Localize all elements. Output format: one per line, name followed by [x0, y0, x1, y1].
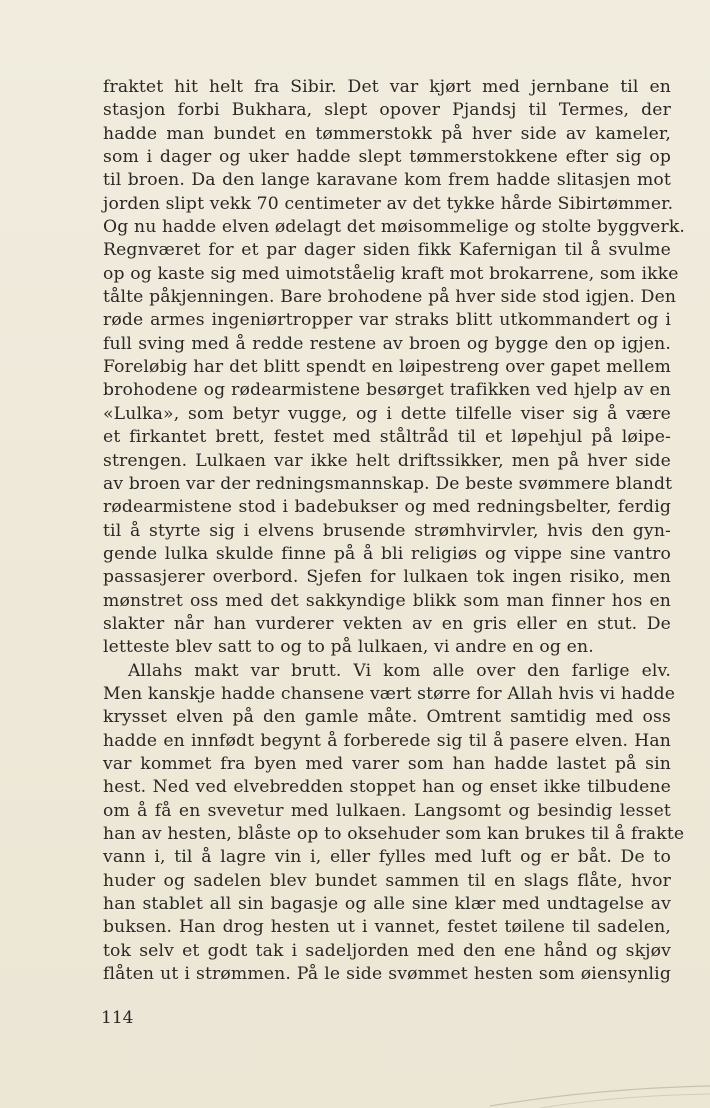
- text-line: gende lulka skulde finne på å bli religiøs og vippe sine vantro: [103, 543, 671, 564]
- text-line: som i dager og uker hadde slept tømmerstokkene efter sig op: [103, 147, 671, 168]
- text-line: Foreløbig har det blitt spendt en løipestreng over gapet mellem: [103, 357, 671, 378]
- text-line: stasjon forbi Bukhara, slept opover Pjandsj til Termes, der: [103, 100, 671, 121]
- text-line: Regnværet for et par dager siden fikk Kafernigan til å svulme: [103, 240, 671, 261]
- text-line: buksen. Han drog hesten ut i vannet, festet tøilene til sadelen,: [103, 917, 671, 938]
- text-line: op og kaste sig med uimotståelig kraft mot brokarrene, som ikke: [103, 263, 679, 284]
- text-line: han stablet all sin bagasje og alle sine klær med undtagelse av: [103, 894, 671, 915]
- text-line: til å styrte sig i elvens brusende strømhvirvler, hvis den gyn-: [103, 520, 671, 541]
- text-line: strengen. Lulkaen var ikke helt driftssikker, men på hver side: [103, 450, 671, 471]
- text-line: slakter når han vurderer vekten av en gris eller en stut. De: [103, 613, 671, 634]
- text-line: Men kanskje hadde chansene vært større for Allah hvis vi hadde: [103, 683, 676, 704]
- text-line: vann i, til å lagre vin i, eller fylles med luft og er båt. De to: [103, 847, 671, 868]
- text-line: et firkantet brett, festet med ståltråd til et løpehjul på løipe-: [103, 427, 671, 448]
- text-line: letteste blev satt to og to på lulkaen, vi andre en og en.: [103, 637, 594, 658]
- text-line: han av hesten, blåste op to oksehuder som kan brukes til å frakte: [103, 824, 685, 844]
- text-line: røde armes ingeniørtropper var straks blitt utkommandert og i: [103, 310, 671, 331]
- text-line: Allahs makt var brutt. Vi kom alle over den farlige elv.: [128, 660, 671, 681]
- text-line: var kommet fra byen med varer som han hadde lastet på sin: [103, 753, 671, 774]
- text-line: brohodene og rødearmistene besørget trafikken ved hjelp av en: [103, 380, 671, 401]
- text-line: hest. Ned ved elvebredden stoppet han og enset ikke tilbudene: [103, 777, 671, 798]
- text-line: rødearmistene stod i badebukser og med redningsbelter, ferdig: [103, 497, 671, 518]
- text-line: tok selv et godt tak i sadeljorden med den ene hånd og skjøv: [103, 940, 671, 961]
- text-line: Og nu hadde elven ødelagt det møisommelige og stolte byggverk.: [103, 217, 686, 238]
- text-line: av broen var der redningsmannskap. De beste svømmere blandt: [103, 473, 673, 494]
- text-line: hadde en innfødt begynt å forberede sig til å pasere elven. Han: [103, 730, 671, 751]
- text-line: «Lulka», som betyr vugge, og i dette tilfelle viser sig å være: [103, 403, 671, 424]
- page-number: 114: [101, 1008, 134, 1028]
- text-line: til broen. Da den lange karavane kom frem hadde slitasjen mot: [103, 170, 671, 191]
- text-line: krysset elven på den gamle måte. Omtrent samtidig med oss: [103, 707, 671, 728]
- body-text: [103, 76, 686, 986]
- text-line: jorden slipt vekk 70 centimeter av det tykke hårde Sibirtømmer.: [103, 193, 674, 214]
- text-line: hadde man bundet en tømmerstokk på hver side av kameler,: [103, 123, 671, 144]
- text-line: huder og sadelen blev bundet sammen til en slags flåte, hvor: [103, 870, 671, 891]
- text-line: flåten ut i strømmen. På le side svømmet hesten som øiensynlig: [103, 964, 671, 985]
- text-line: fraktet hit helt fra Sibir. Det var kjørt med jernbane til en: [103, 77, 671, 97]
- text-line: tålte påkjenningen. Bare brohodene på hver side stod igjen. Den: [103, 287, 677, 308]
- text-line: full sving med å redde restene av broen og bygge den op igjen.: [103, 333, 671, 354]
- text-line: mønstret oss med det sakkyndige blikk som man finner hos en: [103, 590, 671, 611]
- text-line: om å få en svevetur med lulkaen. Langsomt og besindig lesset: [103, 800, 671, 821]
- page-corner-curl: [480, 1078, 710, 1108]
- text-line: passasjerer overbord. Sjefen for lulkaen tok ingen risiko, men: [103, 567, 671, 588]
